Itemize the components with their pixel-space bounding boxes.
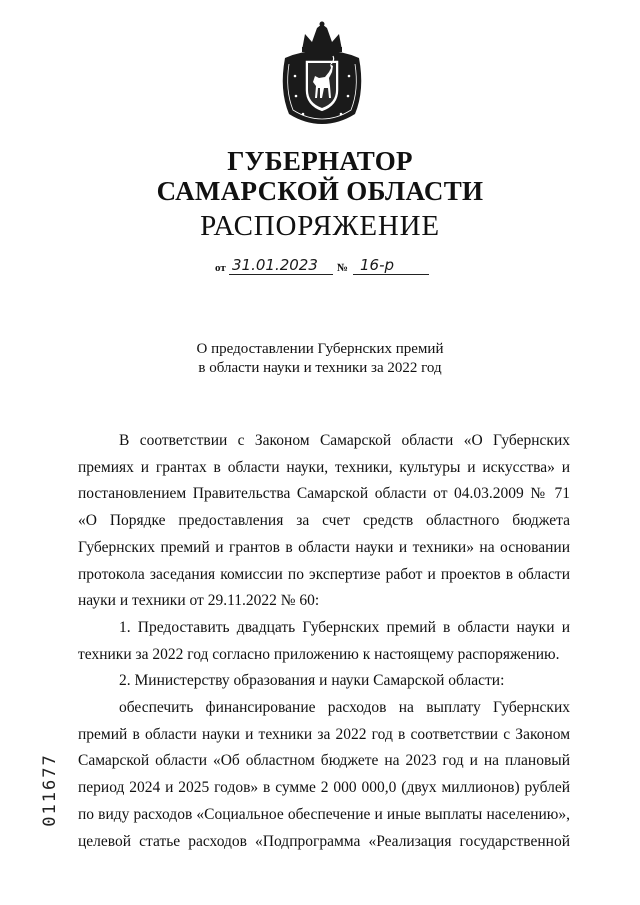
number-label: № — [337, 262, 349, 274]
date-label: от — [215, 262, 226, 274]
item-2-paragraph: 2. Министерству образования и науки Самарской области: — [119, 672, 505, 690]
item-2-subparagraph: обеспечить финансирование расходов на выплату Губернских премий в области науки и техники за 2022 год в соответствии с Законом Самарской области «Об областном бюджете на 2023 год и на плановый период 2024 и 2025 годов» в сумме 2 000 000,0 (двух миллионов) рублей по виду расходов «Социальное обеспечение и иные выплаты населению», целевой статье расходов «Подпрограмма «Реализация государственной — [78, 699, 570, 850]
handwritten-number: 16-р — [360, 256, 395, 274]
item-1-paragraph: 1. Предоставить двадцать Губернских премий в области науки и техники за 2022 год согласно приложению к настоящему распоряжению. — [78, 618, 570, 663]
handwritten-date: 31.01.2023 — [232, 256, 318, 274]
date-underline — [229, 274, 333, 275]
subject-line2: в области науки и техники за 2022 год — [198, 360, 442, 376]
authority-title-line2: САМАРСКОЙ ОБЛАСТИ — [156, 176, 484, 206]
registration-line — [215, 256, 445, 278]
preamble-paragraph: В соответствии с Законом Самарской области «О Губернских премиях и грантах в области науки, техники, культуры и искусства» и постановлением Правительства Самарской области от 04.03.2009 № 71 «О Порядке предоставления за счет средств областного бюджета Губернских премий и грантов в области науки и техники» на основании протокола заседания комиссии по экспертизе работ и проектов в области науки и техники от 29.11.2022 № 60: — [78, 432, 570, 610]
margin-number-text: 011677 — [40, 753, 60, 827]
document-type: РАСПОРЯЖЕНИЕ — [200, 210, 440, 242]
authority-title-line1: ГУБЕРНАТОР — [227, 146, 413, 176]
subject-line1: О предоставлении Губернских премий — [196, 341, 444, 357]
document-body — [78, 428, 570, 855]
margin-registration-number — [35, 745, 65, 835]
number-underline — [353, 274, 429, 275]
document-subject — [0, 340, 640, 378]
coat-of-arms-icon — [275, 20, 369, 126]
